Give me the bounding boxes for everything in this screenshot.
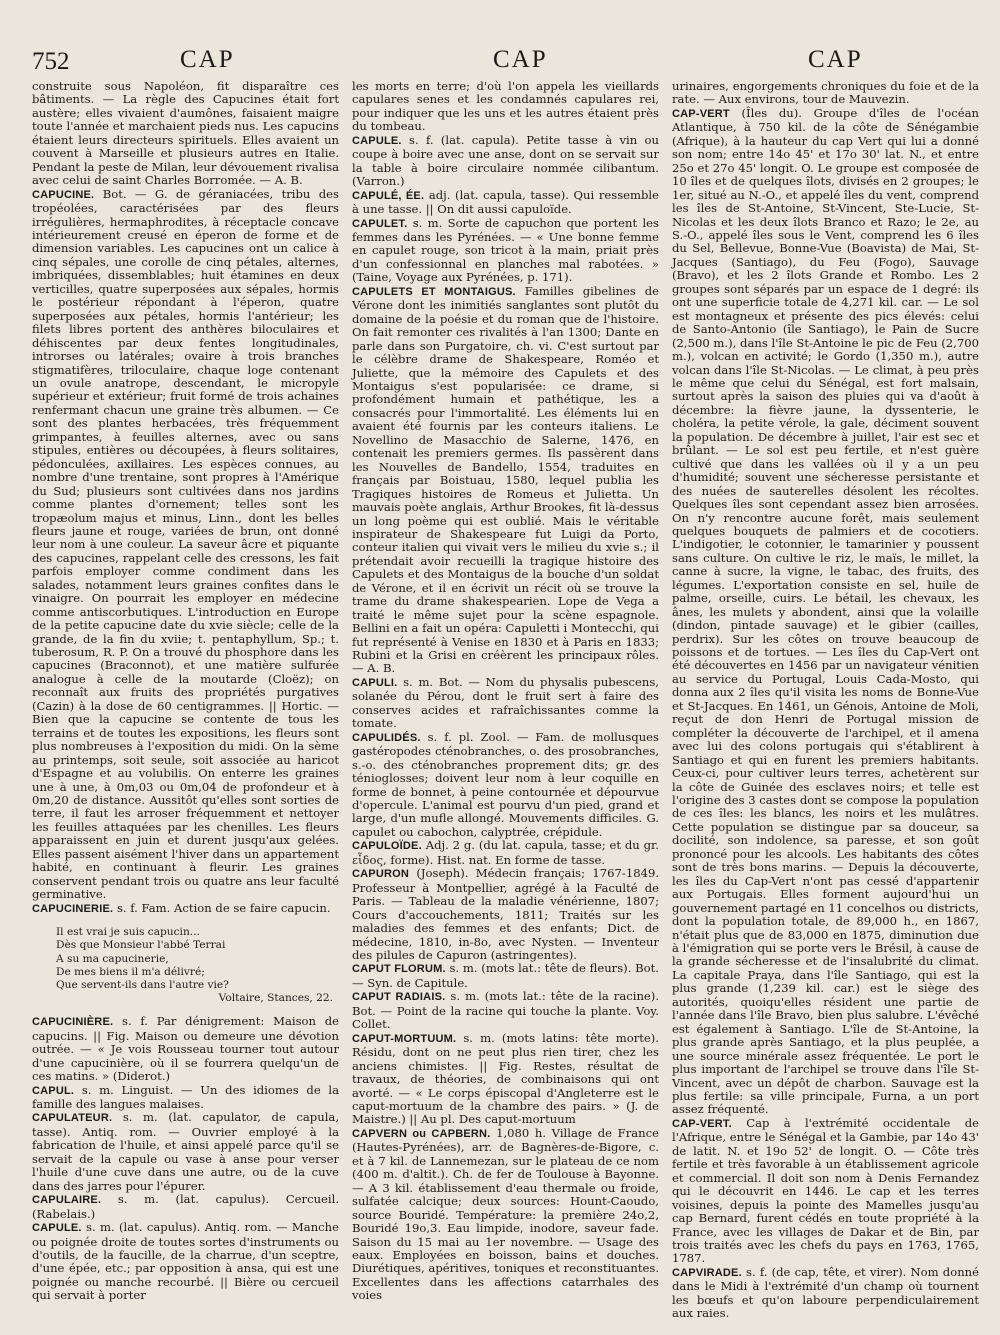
entry-capuron [352,867,659,962]
entry-continuation: construite sous Napoléon, fit disparaître ces bâtiments. — La règle des Capucines était fort austère; elles vivaient d'aumônes, faisaient maigre toute l'année et marchaient pieds nus. Les capucins étaient leurs directeurs spirituels. Elles avaient un couvent à Marseille et plusieurs autres en Italie. Pendant la peste de Milan, leur dévouement rivalisa avec celui de saint Charles Borromée. — A. B. [32,79,339,188]
entry-capulaire [32,1193,339,1221]
page-number: 752 [32,48,70,75]
entry-body: s. m. Sorte de capuchon que portent les femmes dans les Pyrénées. — « Une bonne femme en capulet rouge, son tricot à la main, priait près d'un confessionnal en planches mal rabotées. » (Taine, Voyage aux Pyrénées, p. 171). [352,215,659,285]
headword: CAPUCINE. [32,188,95,201]
verse-line: Que servent-ils dans l'autre vie? [56,978,229,991]
headword: CAPUL. [32,1084,75,1097]
entry-capul [32,1084,339,1112]
entry-body: Familles gibelines de Vérone dont les inimitiés sanglantes sont plutôt du domaine de la poésie et du roman que de l'histoire. On fait remonter ces rivalités à l'an 1300; Dante en parle dans son Purgatoire, ch. vi. C'est surtout par le célèbre drame de Shakespeare, Roméo et Juliette, que la mémoire des Capulets et des Montaigus s'est popularisée: ce drame, si profondément humain et pathétique, les a consacrés pour l'immortalité. Les éléments lui en avaient été fournis par les conteurs italiens. Le Novellino de Masacchio de Salerne, 1476, en contenait les premiers germes. Ils passèrent dans les Nouvelles de Bandello, 1554, traduites en français par Boistuau, 1580, lequel publia les Tragiques histoires de Romeus et Julietta. Un mauvais poète anglais, Arthur Brookes, fit là-dessus un long poème qui est oublié. Mais le véritable inspirateur de Shakespeare fut Luigi da Porto, conteur italien qui vivait vers le milieu du xvie s.; il prétendait avoir recueilli la tragique histoire des Capulets et des Montaigus de la bouche d'un soldat de Vérone, et il en écrivit un récit où se trouve la trame du drame shakespearien. Lope de Vega a traité le même sujet pour la scène espagnole. Bellini en a fait un opéra: Capuletti i Montecchi, qui fut représenté à Venise en 1830 et à Paris en 1833; Rubini et la Grisi en créèrent les principaux rôles. — A. B. [352,283,660,676]
entry-body: s. m. (lat. capulator, de capula, tasse). Antiq. rom. — Ouvrier employé à la fabrication de l'huile, et ainsi appelé parce qu'il se servait de la capule ou vase à anse pour verser l'huile d'une cuve dans une autre, ou de la cuve dans des jarres pour l'épurer. [32,1110,340,1193]
headword: CAPULIDÉS. [352,731,421,744]
entry-body: s. f. pl. Zool. — Fam. de mollusques gastéropodes cténobranches, o. des prosobranches, s.-o. des cténobranches proprement dits; gr. des ténioglosses; doivent leur nom à leur coquille en forme de bonnet, à peine contournée et dépourvue d'opercule. L'animal est pourvu d'un pied, grand et large, d'un mufle allongé. Mouvements difficiles. G. capulet ou cabochon, calyptrée, crépidule. [352,729,659,839]
entry-capule-adj [352,189,659,217]
entry-caput-florum [352,962,659,990]
entry-body: s. f. Fam. Action de se faire capucin. [116,900,331,915]
headword: CAPULET. [352,217,408,230]
entry-body: adj. (lat. capula, tasse). Qui ressemble à une tasse. || On dit aussi capuloïde. [352,187,659,217]
headword: CAPULAIRE. [32,1194,102,1207]
entry-capulets [352,285,659,676]
entry-body: s. m. (mots latins: tête morte). Résidu, dont on ne peut plus rien tirer, chez les anciens chimistes. || Fig. Restes, résultat de travaux, de théories, de combinaisons qui ont avorté. — « Le corps épiscopal d'Angleterre est le caput-mortuum de la chambre des pairs. » (J. de Maistre.) || Au pl. Des caput-mortuum [352,1030,659,1127]
entry-body: s. m. (mots lat.: tête de fleurs). Bot. — Syn. de Capitule. [352,961,659,990]
headword: CAP-VERT [672,107,730,120]
headword: CAPULÉ, ÉE. [352,189,425,202]
entry-body: (Îles du). Groupe d'îles de l'océan Atlantique, à 750 kil. de la côte de Sénégambie (Afrique), à la hauteur du cap Vert qui lui a donné son nom; entre 14o 45' et 17o 30' lat. N., et entre 25o et 27o 45' longit. O. Le groupe est composée de 10 îles et de quelques îlots, divisés en 2 groupes; le 1er, situé au N.-O., et appelé îles du vent, comprend les îles de St-Antoine, St-Vincent, Ste-Lucie, St-Nicolas et les deux îlots Branco et Razo; le 2e, au S.-O., appelé îles sous le Vent, comprend les 6 îles du Sel, Bellevue, Bonne-Vue (Boavista) de Mai, St-Jacques (Santiago), du Feu (Fogo), Sauvage (Bravo), et les 2 îlots Grande et Rombo. Les 2 groupes sont séparés par un espace de 1 degré: ils ont une superficie totale de 4,271 kil. car. — Le sol est montagneux et présente des pics élevés: celui de Santo-Antonio (île Santiago), le Pain de Sucre (2,500 m.), dans l'île St-Antoine le pic de Feu (2,700 m.), volcan en activité; le Gordo (1,350 m.), autre volcan dans l'île St-Nicolas. — Le climat, à peu près le même que celui du Sénégal, est fort malsain, surtout après la saison des pluies qui va d'août à décembre: la fièvre jaune, la dyssenterie, le choléra, la petite vérole, la gale, déciment souvent la population. De décembre à juillet, l'air est sec et brûlant. — Le sol est peu fertile, et n'est guère cultivé que dans les vallées où il y a un peu d'humidité; souvent une sécheresse persistante et des nuées de sauterelles désolent les récoltes. Quelques îles sont cependant assez bien arrosées. On n'y rencontre aucune forêt, mais seulement quelques bouquets de palmiers et de cocotiers. L'indigotier, le cotonnier, le tamarinier y poussent sans culture. On cultive le riz, le maïs, le millet, la canne à sucre, la vigne, le tabac, des fruits, des légumes. L'exportation consiste en sel, huile de palme, orseille, cuirs. Le bétail, les chevaux, les ânes, les mulets y abondent, ainsi que la volaille (dindon, pintade sauvage) et le gibier (cailles, perdrix). Sur les côtes on trouve beaucoup de poissons et de tortues. — Les îles du Cap-Vert ont été découvertes en 1456 par un navigateur vénitien au service du Portugal, Louis Cada-Mosto, qui donna aux 2 îles qu'il visita les noms de Bonne-Vue et St-Jacques. En 1461, un Génois, Antoine de Moli, reçut de don Henri de Portugal mission de compléter la découverte de l'archipel, et il amena avec lui des colons portugais qui s'établirent à Santiago et qui en furent les premiers habitants. Ceux-ci, pour cultiver leurs terres, achetèrent sur la côte de Guinée des esclaves noirs; et telle est l'origine des 3 castes dont se compose la population de ces îles: les blancs, les noirs et les mulâtres. Cette population se distingue par sa douceur, sa docilité, son indolence, sa paresse, et son goût prononcé pour les alcools. Les habitants des côtes sont de très bons marins. — Depuis la découverte, les îles du Cap-Vert n'ont pas cessé d'appartenir aux Portugais. Elles forment aujourd'hui un gouvernement partagé en 11 concelhos ou districts, dont la population totale, de 89,000 h., en 1867, n'était plus que de 83,000 en 1875, diminution due à l'émigration qui se porte vers le Brésil, à cause de la grande sécheresse et de l'insalubrité du climat. La capitale Praya, dans l'île Santiago, qui est la plus grande (1,239 kil. car.) est le siège des autorités, quoiqu'elles résident une partie de l'année dans l'île Bravo, bien plus salubre. L'évêché est également à Santiago. L'île de St-Antoine, la plus grande après Santiago, et la plus peuplée, a une source minérale assez fréquentée. Le port le plus important de l'archipel se trouve dans l'île St-Vincent, avec un dépôt de charbon. Sauvage est la plus fertile: sa ville principale, Furna, a un port assez fréquenté. [672,105,980,1117]
entry-body: 1,080 h. Village de France (Hautes-Pyrénées), arr. de Bagnères-de-Bigore, c. et à 7 kil. de Lannemezan, sur le plateau de ce nom (400 m. d'altit.). Ch. de fer de Toulouse à Bayonne. — A 3 kil. établissement d'eau thermale ou froide, sulfatée calcique; deux sources: Hount-Caoudo, source Bouridé. Température: la première 24o,2, Bouridé 19o,3. Eau limpide, inodore, saveur fade. Saison du 15 mai au 1er novembre. — Usage des eaux. Employées en boisson, bains et douches. Diurétiques, apéritives, toniques et reconstituantes. Excellentes dans les affections catarrhales des voies [352,1125,659,1303]
entry-capvern [352,1127,659,1303]
entry-body: Cap à l'extrémité occidentale de l'Afrique, entre le Sénégal et la Gambie, par 14o 43' de latit. N. et 19o 52' de longit. O. — Côte très fertile et très favorable à un établissement agricole et commercial. Il doit son nom à Denis Fernandez qui le découvrit en 1446. Le cap et les terres voisines, depuis la pointe des Mamelles jusqu'au cap Bernard, furent cédés en toute propriété à la France, avec les villages de Dakar et de Bin, par trois traités avec les chefs du pays en 1763, 1765, 1787. [672,1115,979,1266]
entry-body: s. m. Linguist. — Un des idiomes de la famille des langues malaises. [32,1082,339,1112]
entry-capulateur [32,1111,339,1193]
running-header [32,46,980,80]
headword: CAPUT FLORUM. [352,963,446,976]
headword: CAPUT RADIAIS. [352,991,446,1004]
entry-body: Bot. — G. de géraniacées, tribu des tropéolées, caractérisées par des fleurs irrégulières, hermaphrodites, à réceptacle concave intérieurement creusé en éperon de forme et de dimension variables. Les capucines ont un calice à cinq sépales, une corolle de cinq pétales, alternes, imbriquées, dissemblables; huit étamines en deux verticilles, quatre superposées aux sépales, hormis le postérieur répondant à l'éperon, quatre superposées aux pétales, hormis l'antérieur; les filets libres portent des anthères biloculaires et déhiscentes par deux fentes longitudinales, introrses ou latérales; ovaire à trois branches stigmatifères, triloculaire, chaque loge contenant un ovule anatrope, descendant, le micropyle supérieur et extérieur; fruit formé de trois achaines renfermant chacun une graine très albumen. — Ce sont des plantes herbacées, très fréquemment grimpantes, à feuilles alternes, avec ou sans stipules, entières ou découpées, à fleurs solitaires, pédonculées, axillaires. Les espèces connues, au nombre d'une trentaine, sont propres à l'Amérique du Sud; plusieurs sont cultivées dans nos jardins comme plantes d'ornement; telles sont les tropæolum majus et minus, Linn., dont les belles fleurs jaune et rouge, variées de brun, ont donné leur nom à une couleur. La saveur âcre et piquante des capucines, rappelant celle des cressons, les fait parfois employer comme condiment dans les salades, notamment leurs graines confites dans le vinaigre. On pourrait les employer en médecine comme antiscorbutiques. L'introduction en Europe de la petite capucine date du xvie siècle; celle de la grande, de la fin du xviie; t. pentaphyllum, Sp.; t. tuberosum, R. P. On a trouvé du phosphore dans les capucines (Braconnot), et une matière sulfurée analogue à celle de la moutarde (Cloëz); on reconnaît aux fruits des propriétés purgatives (Cazin) à la dose de 60 centigrammes. || Hortic. — Bien que la capucine se contente de tous les terrains et de toutes les expositions, les fleurs sont plus nombreuses à l'exposition du midi. On la sème au printemps, soit seule, soit associée au haricot d'Espagne et au volubilis. On enterre les graines une à une, à 0m,03 ou 0m,04 de profondeur et à 0m,20 de distance. Aussitôt qu'elles sont sorties de terre, il faut les arroser fréquemment et nettoyer les feuilles attaquées par les chenilles. Les fleurs apparaissent en juin et durent jusqu'aux gelées. Elles passent aisément l'hiver dans un appartement habité, en continuant à fleurir. Les graines conservent pendant trois ou quatre ans leur faculté germinative. [32,186,339,902]
headword: CAP-VERT. [672,1117,732,1130]
entry-continuation: urinaires, engorgements chroniques du foie et de la rate. — Aux environs, tour de Mauvezin. [672,79,979,107]
entry-cap-vert-iles [672,107,979,1117]
verse-attribution: Voltaire, Stances, 22. [218,992,333,1005]
entry-caput-radiais [352,990,659,1031]
headword: CAPUT-MORTUUM. [352,1032,457,1045]
entry-capuciniere [32,1015,339,1083]
headword: CAPURON [352,868,410,881]
entry-body: s. m. (mots lat.: tête de la racine). Bot. — Point de la racine qui touche la plante. Voy. Collet. [352,989,659,1032]
entry-capule-f [352,134,659,189]
entry-body: s. m. Bot. — Nom du physalis pubescens, solanée du Pérou, dont le fruit sert à faire des conserves acides et rafraîchissantes comme la tomate. [352,674,659,731]
entry-capvirade [672,1266,979,1321]
entry-capuloide [352,839,659,867]
running-head-left: CAP [180,46,235,73]
entry-cap-vert [672,1117,979,1266]
entry-capulet [352,217,659,285]
text-columns [32,80,980,1321]
entry-body: s. f. (de cap, tête, et virer). Nom donné dans le Midi à l'extrémité d'un champ où tournent les bœufs et qu'on laboure perpendiculairement aux raies. [672,1264,979,1321]
entry-body: (Joseph). Médecin français; 1767-1849. Professeur à Montpellier, agrégé à la Faculté de Paris. — Tableau de la maladie vénérienne, 1807; Cours d'accouchements, 1811; Traités sur les maladies des femmes et des enfants; Dict. de médecine, 1810, in-8o, avec Nysten. — Inventeur des pilules de Capuron (astringentes). [352,866,660,962]
column-2 [352,80,659,1321]
headword: CAPULATEUR. [32,1112,113,1125]
entry-capulides [352,731,659,840]
entry-capucinerie [32,902,339,916]
quoted-verse [56,926,339,1005]
headword: CAPULE. [32,1222,82,1235]
headword: CAPULOÏDE. [352,840,422,853]
entry-capucine [32,188,339,902]
verse-line: De mes biens il m'a délivré; [56,965,205,978]
verse-line: Dès que Monsieur l'abbé Terrai [56,939,226,952]
verse-line: A su ma capucinerie, [56,952,169,965]
headword: CAPULE. [352,134,402,147]
headword: CAPUCINERIE. [32,902,114,915]
running-head-center: CAP [493,46,548,73]
entry-caput-mortuum [352,1032,659,1127]
entry-body: Adj. 2 g. (du lat. capula, tasse; et du gr. εἶδος, forme). Hist. nat. En forme de tasse. [352,838,659,867]
column-1 [32,80,339,1321]
headword: CAPUCINIÈRE. [32,1016,114,1029]
headword: CAPVERN ou CAPBERN. [352,1127,491,1140]
entry-capule-m [32,1221,339,1303]
headword: CAPULI. [352,676,398,689]
entry-body: s. f. Par dénigrement: Maison de capucins. || Fig. Maison ou demeure une dévotion outrée. — « Je vois Rousseau tourner tout autour d'une capucinière, où il se fourrera quelqu'un de ces matins. » (Diderot.) [32,1014,339,1084]
entry-continuation: les morts en terre; d'où l'on appela les vieillards capulares senes et les condamnés capulares rei, pour indiquer que les uns et les autres étaient près du tombeau. [352,79,659,134]
entry-body: s. m. (lat. capulus). Cercueil. (Rabelais.) [32,1192,340,1221]
entry-body: s. f. (lat. capula). Petite tasse à vin ou coupe à boire avec une anse, dont on se servait sur la table à boire circulaire nommée cilibantum. (Varron.) [352,132,660,189]
column-3 [672,80,979,1321]
running-head-right: CAP [808,46,863,73]
verse-line: Il est vrai je suis capucin... [56,926,200,939]
entry-body: s. m. (lat. capulus). Antiq. rom. — Manche ou poignée droite de toutes sortes d'instruments ou d'outils, de la faucille, de la charrue, d'un sceptre, d'une épée, etc.; par opposition à ansa, qui est une poignée ou manche recourbé. || Bière ou cercueil qui servait à porter [32,1220,340,1303]
headword: CAPULETS ET MONTAIGUS. [352,285,516,298]
headword: CAPVIRADE. [672,1266,742,1279]
entry-capuli [352,676,659,731]
